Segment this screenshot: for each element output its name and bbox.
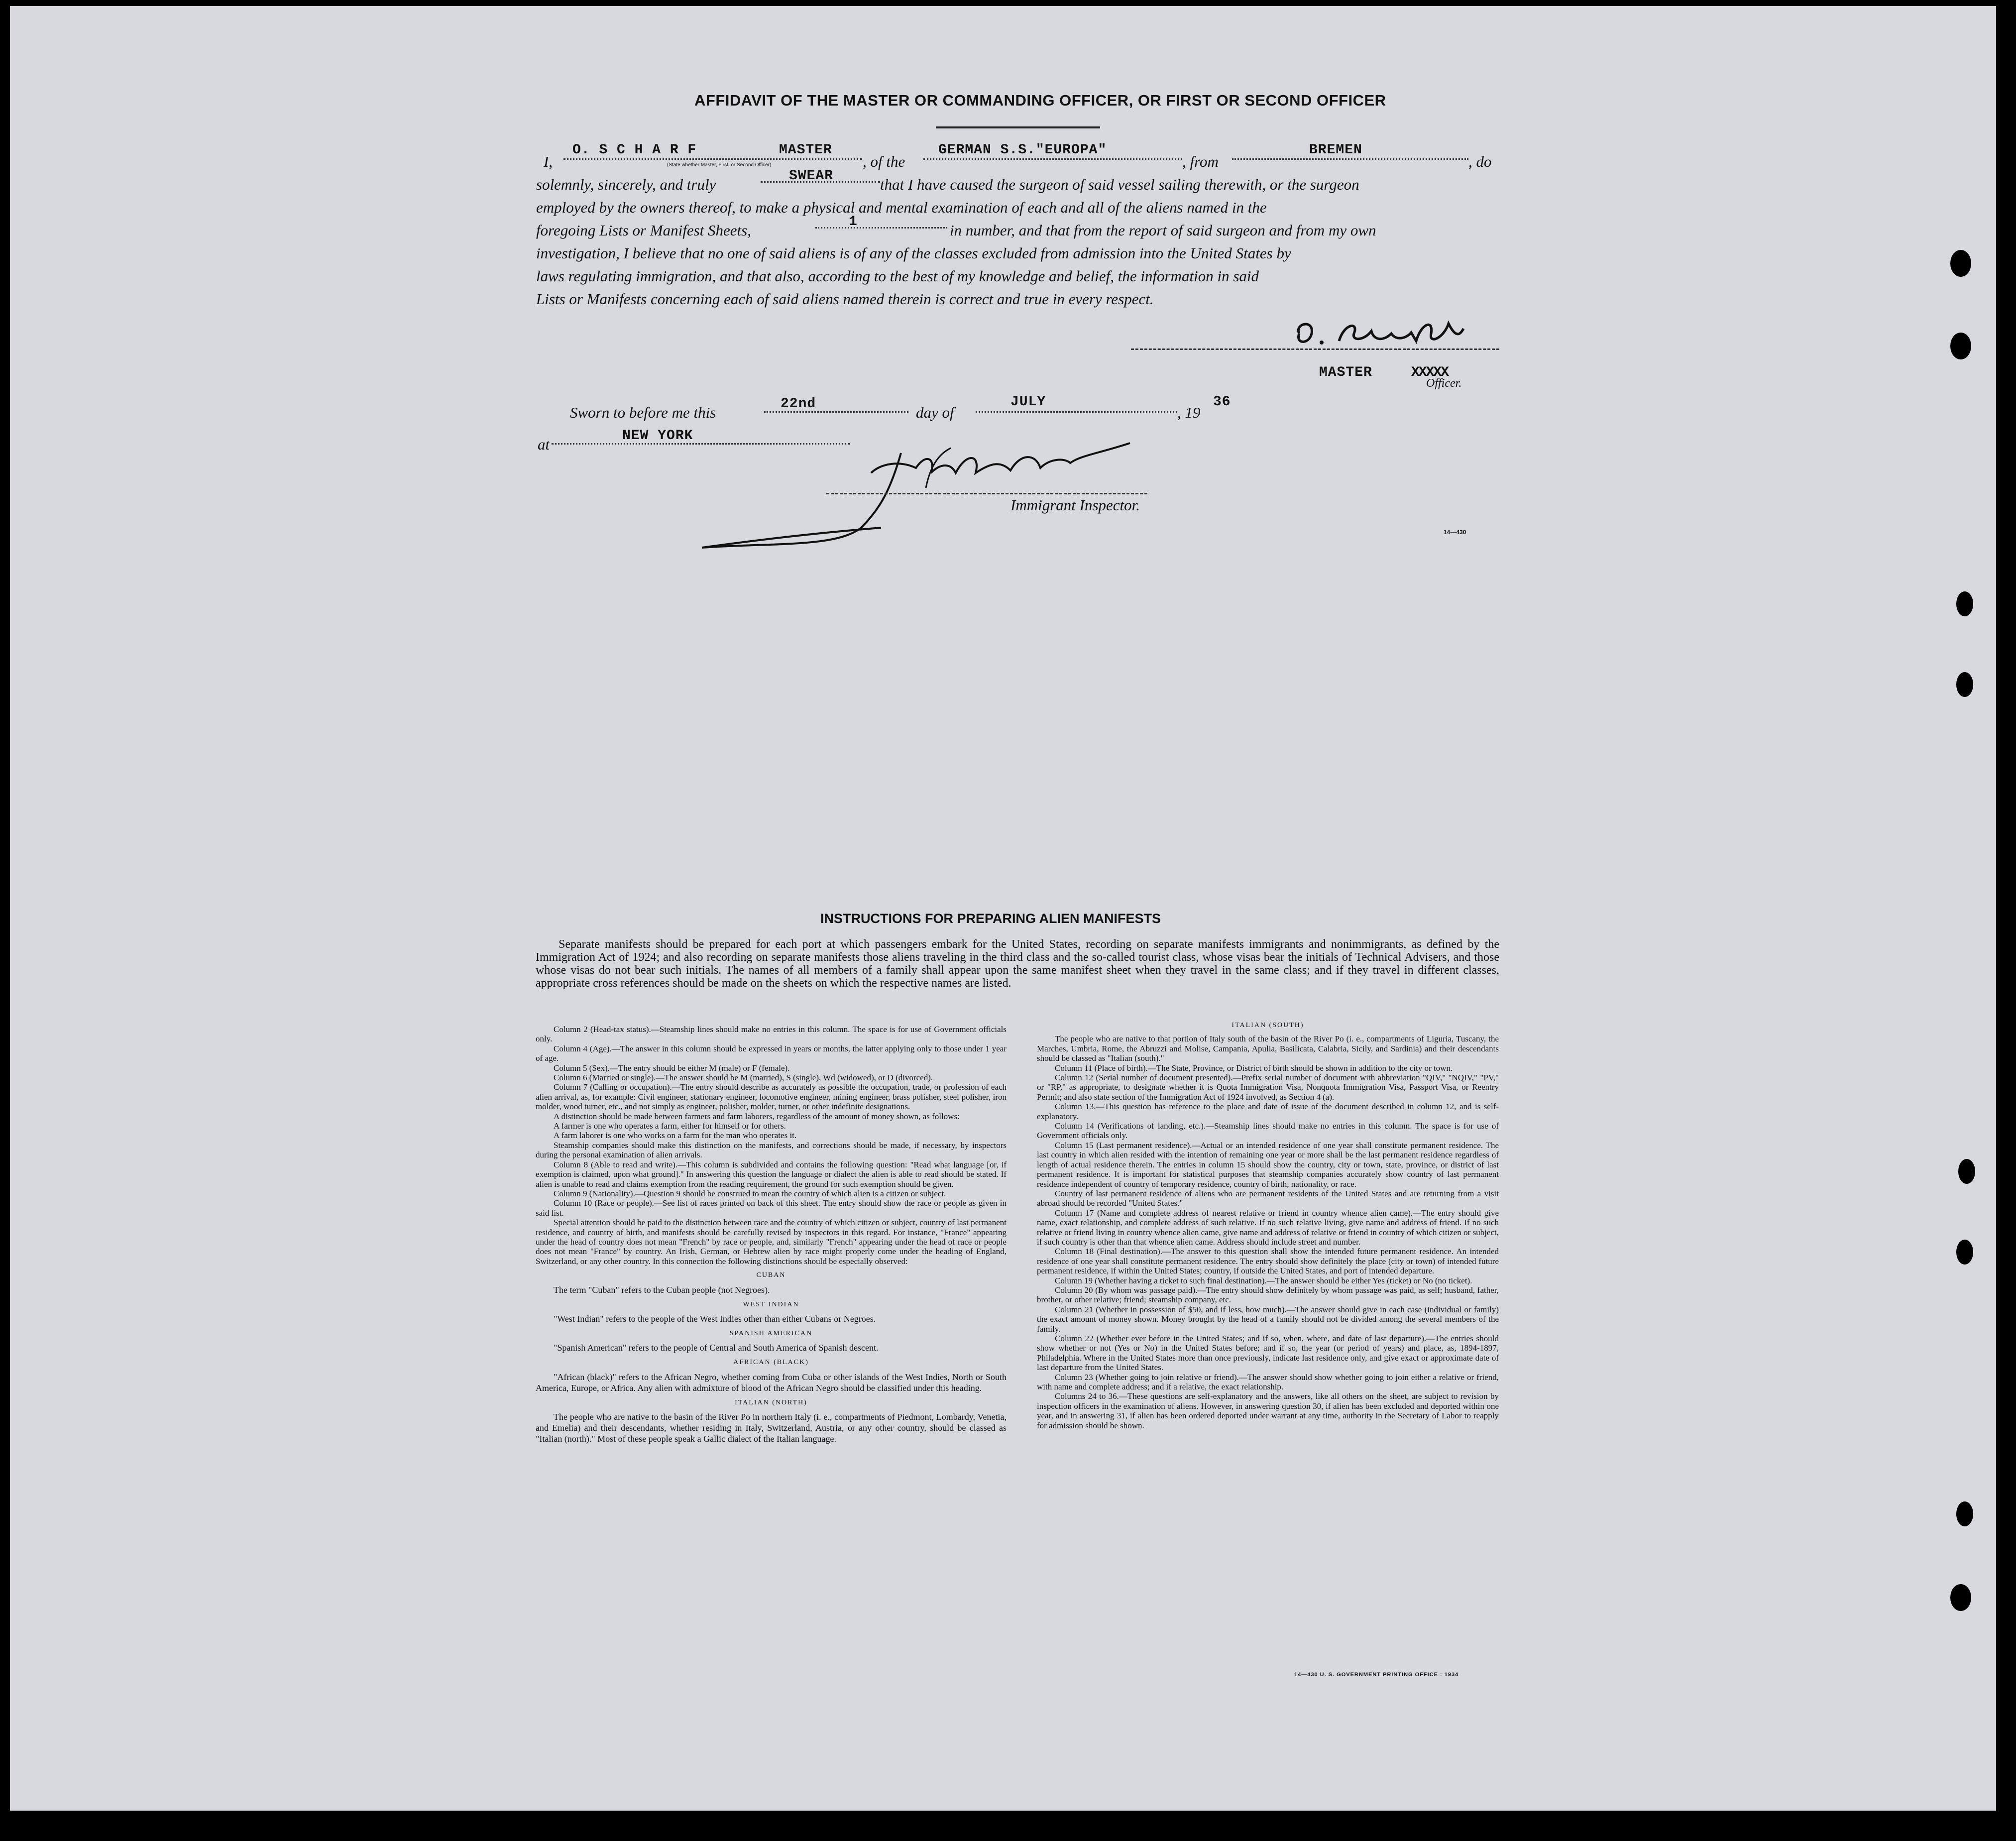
affidavit-line4-post: in number, and that from the report of said surgeon and from my own [950, 222, 1376, 239]
vessel-field [923, 158, 1182, 160]
officer-word: Officer. [1426, 377, 1462, 390]
binder-hole [1950, 1584, 1971, 1611]
master-signature [1284, 314, 1473, 353]
right-paragraph: Column 17 (Name and complete address of nearest relative or friend in country whence alien came).—The entry should give name, exact relationship, and complete address of such relative. If no such relative living, give name and address of friend. If no such relative or friend living in country whence alien came, give name and address of relative or friend in country of which citizen or subject, if such country is other than that whence alien came. Address should include street and number. [1037, 1208, 1499, 1247]
right-paragraph: Column 23 (Whether going to join relative or friend).—The answer should show whether going to join either a relative or friend, with name and complete address; and if a relative, the exact relationship. [1037, 1372, 1499, 1392]
binder-hole [1950, 250, 1971, 277]
binder-hole [1956, 591, 1973, 616]
from-label: , from [1182, 153, 1219, 170]
affidavit-line7: Lists or Manifests concerning each of said aliens named therein is correct and true in every respect. [536, 290, 1154, 308]
left-paragraph: Column 9 (Nationality).—Question 9 should be construed to mean the country of which alien is a citizen or subject. [554, 1188, 946, 1198]
left-paragraph: Column 10 (Race or people).—See list of races printed on back of this sheet. The entry should show the race or people as given in said list. [536, 1198, 1007, 1218]
title-underline [936, 126, 1100, 128]
left-paragraph: Column 7 (Calling or occupation).—The entry should describe as accurately as possible the occupation, trade, or profession of each alien arrival, as, for example: Civil engineer, stationary engineer, locomotive engineer, mining engineer, brass polisher, steel polisher, iron molder, wood turner, etc., and not simply as engineer, polisher, molder, turner, or other indefinite designations. [536, 1082, 1007, 1112]
left-paragraph: The people who are native to the basin of the River Po in northern Italy (i. e., compartments of Piedmont, Lombardy, Venetia, and Emelia) and their descendants, whether residing in Italy, Switzerland, Austria, or any other country, should be classed as "Italian (north)." Most of these people speak a Gallic dialect of the Italian language. [536, 1412, 1007, 1444]
affidavit-title: AFFIDAVIT OF THE MASTER OR COMMANDING OFFICER, OR FIRST OR SECOND OFFICER [694, 92, 1386, 109]
right-paragraph: Column 19 (Whether having a ticket to such final destination).—The answer should be either Yes (ticket) or No (no ticket). [1055, 1275, 1472, 1285]
affidavit-line6: laws regulating immigration, and that also, according to the best of my knowledge and belief, the information in said [536, 267, 1259, 285]
officer-name: O. S C H A R F [572, 142, 697, 158]
place-value: NEW YORK [622, 428, 693, 444]
vessel-name: GERMAN S.S."EUROPA" [938, 142, 1107, 158]
left-paragraph: Column 2 (Head-tax status).—Steamship lines should make no entries in this column. The space is for use of Government officials only. [536, 1025, 1007, 1044]
right-paragraph: Column 20 (By whom was passage paid).—The entry should show definitely by whom passage was paid, as self; husband, father, brother, or other relative; friend; steamship company, etc. [1037, 1285, 1499, 1305]
right-paragraph: Column 13.—This question has reference to the place and date of issue of the document described in column 12, and is self-explanatory. [1037, 1102, 1499, 1121]
left-paragraph: Column 4 (Age).—The answer in this column should be expressed in years or months, the latter applying only to those under 1 year of age. [536, 1043, 1007, 1063]
right-paragraph: Column 12 (Serial number of document presented).—Prefix serial number of document with abbreviation "QIV," "NQIV," "PV," or "RP," as appropriate, to designate whether it is Quota Immigration Visa, Nonquota Immigration Visa, Passport Visa, or Reentry Permit; and also state section of the Immigration Act of 1924 involved, as Section 4 (a). [1037, 1073, 1499, 1102]
printing-office-footer: 14—430 U. S. GOVERNMENT PRINTING OFFICE : 1934 [1294, 1672, 1459, 1678]
form-number-top: 14—430 [1444, 529, 1466, 536]
right-paragraph: Column 14 (Verifications of landing, etc.).—Steamship lines should make no entries in this column. The space is for use of Government officials only. [1037, 1121, 1499, 1141]
affidavit-line3: employed by the owners thereof, to make a physical and mental examination of each and all of the aliens named in the [536, 199, 1267, 216]
month-field [976, 411, 1177, 413]
right-paragraph: Column 22 (Whether ever before in the United States; and if so, when, where, and date of last departure).—The entries should show whether or not (Yes or No) in the United States before; and if so, the year (or period of years) and place, as, 1894-1897, Philadelphia. Where in the United States more than once previously, indicate last residence only, and give exact or approximate date of last departure from the United States. [1037, 1334, 1499, 1373]
left-paragraph: The term "Cuban" refers to the Cuban people (not Negroes). [554, 1284, 770, 1295]
section-heading-italian-north: ITALIAN (NORTH) [735, 1398, 807, 1406]
sheets-field [815, 227, 947, 229]
port-name: BREMEN [1309, 142, 1362, 158]
section-heading-italian-south: ITALIAN (SOUTH) [1232, 1022, 1304, 1029]
binder-hole [1956, 1240, 1973, 1265]
binder-hole [1956, 672, 1973, 697]
struck-text: XXXXX [1411, 365, 1449, 380]
officer-rank: MASTER [779, 142, 832, 158]
section-heading-african: AFRICAN (BLACK) [733, 1359, 809, 1367]
do-label: , do [1468, 153, 1492, 170]
right-paragraph: Country of last permanent residence of aliens who are permanent residents of the United States and are returning from a visit abroad should be recorded "United States." [1037, 1188, 1499, 1208]
section-heading-cuban: CUBAN [756, 1271, 786, 1279]
signer-title: MASTER [1319, 365, 1372, 380]
section-heading-spanish-american: SPANISH AMERICAN [729, 1329, 813, 1337]
at-label: at [538, 436, 550, 453]
affidavit-i: I, [544, 153, 553, 170]
sheets-count: 1 [849, 214, 858, 230]
binder-hole [1956, 1501, 1973, 1526]
month-value: JULY [1010, 394, 1046, 410]
right-paragraph: Column 11 (Place of birth).—The State, Province, or District of birth should be shown in addition to the city or town. [1055, 1063, 1453, 1073]
affidavit-line2-pre: solemnly, sincerely, and truly [536, 176, 716, 193]
rank-hint: (State whether Master, First, or Second Officer) [667, 162, 772, 168]
right-paragraph: Column 21 (Whether in possession of $50, and if less, how much).—The answer should give in each case (individual or family) the exact amount of money shown. Money brought by the head of a family should not be divided among the several members of the family. [1037, 1304, 1499, 1334]
affidavit-line5: investigation, I believe that no one of said aliens is of any of the classes excluded from admission into the United States by [536, 244, 1291, 262]
left-paragraph: A farmer is one who operates a farm, either for himself or for others. [554, 1121, 786, 1131]
left-paragraph: Steamship companies should make this distinction on the manifests, and corrections should be made, if necessary, by inspectors during the personal examination of alien arrivals. [536, 1140, 1007, 1160]
right-paragraph: Column 15 (Last permanent residence).—Actual or an intended residence of one year shall constitute permanent residence. The last country in which alien resided with the intention of remaining one year or more shall be the last permanent residence regardless of length of actual residence therein. The entries in column 15 should show the country, city or town, state, province, or district of last permanent residence. It is important for statistical purposes that steamship companies accurately show country of last permanent residence independent of country of temporary residence, country of birth, nationality, or race. [1037, 1140, 1499, 1189]
sworn-label: Sworn to before me this [570, 404, 716, 421]
affidavit-line4-pre: foregoing Lists or Manifest Sheets, [536, 222, 751, 239]
master-signature-line [1131, 348, 1499, 350]
of-the-label: , of the [863, 153, 905, 170]
instructions-title: INSTRUCTIONS FOR PREPARING ALIEN MANIFESTS [820, 911, 1161, 926]
instructions-right-column [1037, 1021, 1499, 1430]
day-value: 22nd [781, 396, 816, 412]
left-paragraph: Column 8 (Able to read and write).—This column is subdivided and contains the following question: "Read what language [or, if exemption is claimed, upon what ground]." In answering this question the language or dialect the alien is able to read should be stated. If alien is unable to read and claims exemption from the reading requirement, the ground for such exemption should be given. [536, 1159, 1007, 1189]
oath-word: SWEAR [789, 168, 834, 184]
right-paragraph: The people who are native to that portion of Italy south of the basin of the River Po (i. e., compartments of Liguria, Tuscany, the Marches, Umbria, Rome, the Abruzzi and Molise, Campania, Apulia, Basilicata, Calabria, Sicily, and Sardinia) and their descendants should be classed as "Italian (south)." [1037, 1034, 1499, 1063]
affidavit-line2-post: that I have caused the surgeon of said vessel sailing therewith, or the surgeon [880, 176, 1359, 193]
binder-hole [1950, 333, 1971, 359]
left-paragraph: "West Indian" refers to the people of the West Indies other than either Cubans or Negroes. [554, 1313, 876, 1324]
year-suffix: 36 [1213, 394, 1231, 410]
year-prefix: , 19 [1177, 404, 1201, 421]
inspector-label: Immigrant Inspector. [1010, 496, 1140, 514]
left-paragraph: A farm laborer is one who works on a farm for the man who operates it. [554, 1131, 797, 1141]
officer-name-field [563, 158, 862, 160]
instructions-left-column [536, 1025, 1007, 1444]
left-paragraph: "Spanish American" refers to the people of Central and South America of Spanish descent. [554, 1343, 879, 1353]
instructions-intro: Separate manifests should be prepared for each port at which passengers embark for the United States, recording on separate manifests immigrants and nonimmigrants, as defined by the Immigration Act of 1924; and also recording on separate manifests those aliens traveling in the third class and the so-called tourist class, whose visas bear the initials of Technical Advisers, and those whose visas do not bear such initials. The names of all members of a family shall appear upon the same manifest sheet when they travel in the same class; and if they travel in different classes, appropriate cross references should be made on the sheets on which the respective names are listed. [536, 938, 1499, 990]
left-paragraph: Column 5 (Sex).—The entry should be either M (male) or F (female). [554, 1063, 790, 1073]
left-paragraph: "African (black)" refers to the African Negro, whether coming from Cuba or other islands of the West Indies, North or South America, Europe, or Africa. Any alien with admixture of blood of the African Negro should be classified under this heading. [536, 1372, 1007, 1393]
right-paragraph: Columns 24 to 36.—These questions are self-explanatory and the answers, like all others on the sheet, are subject to revision by inspection officers in the examination of aliens. However, in answering question 30, if alien has been excluded and deported within one year, and in answering 31, if alien has been ordered deported under warrant at any time, authority in the Secretary of Labor to reapply for admission should be shown. [1037, 1391, 1499, 1430]
left-paragraph: A distinction should be made between farmers and farm laborers, regardless of the amount of money shown, as follows: [554, 1111, 960, 1121]
port-field [1232, 158, 1468, 160]
right-paragraph: Column 18 (Final destination).—The answer to this question shall show the intended future permanent residence. An intended residence of one year shall constitute permanent residence. The entry should show definitely the place (city or town) of intended future permanent residence, if within the United States; country, if outside the United States, and port of intended departure. [1037, 1247, 1499, 1276]
left-paragraph: Column 6 (Married or single).—The answer should be M (married), S (single), Wd (widowed), or D (divorced). [554, 1073, 933, 1083]
section-heading-west-indian: WEST INDIAN [743, 1300, 799, 1308]
left-paragraph: Special attention should be paid to the distinction between race and the country of which citizen or subject, country of last permanent residence, and country of birth, and manifests should be carefully revised by inspectors in this regard. For instance, "France" appearing under the head of country does not mean "French" by race or people, and, similarly "French" appearing under the head of race or people does not mean "France" by country. An Irish, German, or Hebrew alien by race might properly come under the heading of England, Switzerland, or any other country. In this connection the following distinctions should be especially observed: [536, 1218, 1007, 1266]
binder-hole [1958, 1159, 1975, 1184]
day-of-label: day of [916, 404, 954, 421]
